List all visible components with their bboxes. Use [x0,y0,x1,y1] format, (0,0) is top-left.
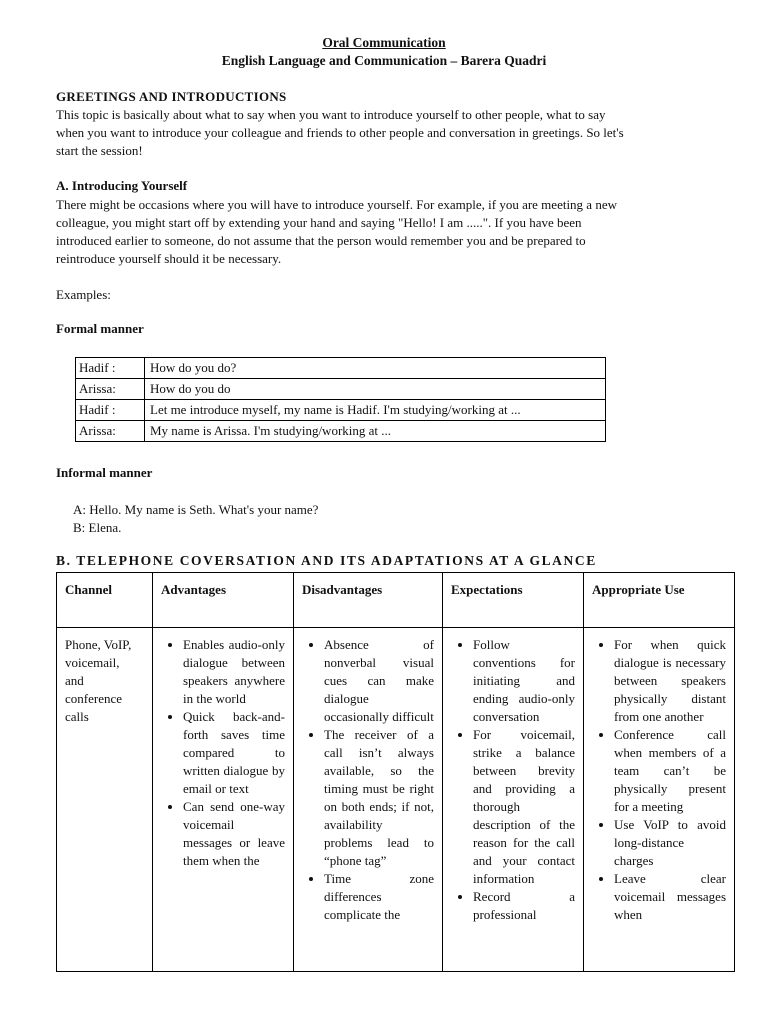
list-item: • Time zone differences complicate the [324,870,434,924]
column-header-channel: Channel [57,573,153,628]
section-heading-introducing-yourself: A. Introducing Yourself [56,178,188,193]
list-item: • Use VoIP to avoid long-distance charges [614,816,726,870]
section-heading-greetings: GREETINGS AND INTRODUCTIONS [56,89,287,104]
document-subtitle: English Language and Communication – Barera Quadri [221,53,547,68]
table-row [76,379,606,400]
paragraph-line: colleague, you might start off by extending your hand and saying "Hello! I am .....". If you have been [56,215,582,230]
column-header-appropriate-use: Appropriate Use [584,573,735,628]
advantages-cell [153,628,294,972]
table-row [76,358,606,379]
paragraph-line: start the session! [56,143,143,158]
section-heading-telephone: B. TELEPHONE COVERSATION AND ITS ADAPTATIONS AT A GLANCE [56,553,597,568]
list-item: • Enables audio-only dialogue between speakers anywhere in the world [183,636,285,708]
table-row [76,421,606,442]
speaker-cell: Arissa: [76,421,145,442]
table-row [76,400,606,421]
paragraph-line: reintroduce yourself should it be necessary. [56,251,282,266]
appropriate-use-cell [584,628,735,972]
dialogue-cell: How do you do? [145,358,606,379]
speaker-cell: Hadif : [76,400,145,421]
dialogue-cell: My name is Arissa. I'm studying/working at ... [145,421,606,442]
list-item: • Leave clear voicemail messages when [614,870,726,924]
table-header-row [57,573,735,628]
greetings-paragraph [56,106,712,160]
paragraph-line: There might be occasions where you will have to introduce yourself. For example, if you are meeting a new [56,197,617,212]
channel-cell [57,628,153,972]
formal-dialogue-table [75,357,606,442]
column-header-expectations: Expectations [443,573,584,628]
list-item: • Follow conventions for initiating and ending audio-only conversation [473,636,575,726]
list-item: • Record a professional [473,888,575,924]
speaker-cell: Hadif : [76,358,145,379]
informal-dialogue [73,501,318,537]
expectations-cell [443,628,584,972]
dialogue-line: B: Elena. [73,520,122,535]
disadvantages-cell [294,628,443,972]
dialogue-cell: How do you do [145,379,606,400]
list-item: • For when quick dialogue is necessary between speakers physically distant from one another [614,636,726,726]
dialogue-cell: Let me introduce myself, my name is Hadif. I'm studying/working at ... [145,400,606,421]
channel-text: Phone, VoIP, voicemail, and conference calls [65,637,132,724]
table-row [57,628,735,972]
telephone-table [56,572,735,972]
speaker-cell: Arissa: [76,379,145,400]
list-item: • Conference call when members of a team can’t be physically present for a meeting [614,726,726,816]
paragraph-line: when you want to introduce your colleague and friends to other people and conversation in greetings. So let's [56,125,624,140]
examples-label: Examples: [56,287,111,302]
list-item: • Can send one-way voicemail messages or leave them when the [183,798,285,870]
list-item: • Absence of nonverbal visual cues can make dialogue occasionally difficult [324,636,434,726]
column-header-disadvantages: Disadvantages [294,573,443,628]
dialogue-line: A: Hello. My name is Seth. What's your name? [73,502,319,517]
column-header-advantages: Advantages [153,573,294,628]
informal-manner-label: Informal manner [56,465,153,480]
formal-manner-label: Formal manner [56,321,144,336]
introducing-paragraph [56,196,712,268]
document-title: Oral Communication [322,35,446,50]
list-item: • For voicemail, strike a balance between brevity and providing a thorough description of the reason for the call and your contact information [473,726,575,888]
list-item: • Quick back-and-forth saves time compared to written dialogue by email or text [183,708,285,798]
paragraph-line: introduced earlier to someone, do not assume that the person would remember you and be prepared to [56,233,586,248]
list-item: • The receiver of a call isn’t always available, so the timing must be right on both ends; if not, availability problems lead to “phone tag” [324,726,434,870]
paragraph-line: This topic is basically about what to say when you want to introduce yourself to other people, what to say [56,107,606,122]
